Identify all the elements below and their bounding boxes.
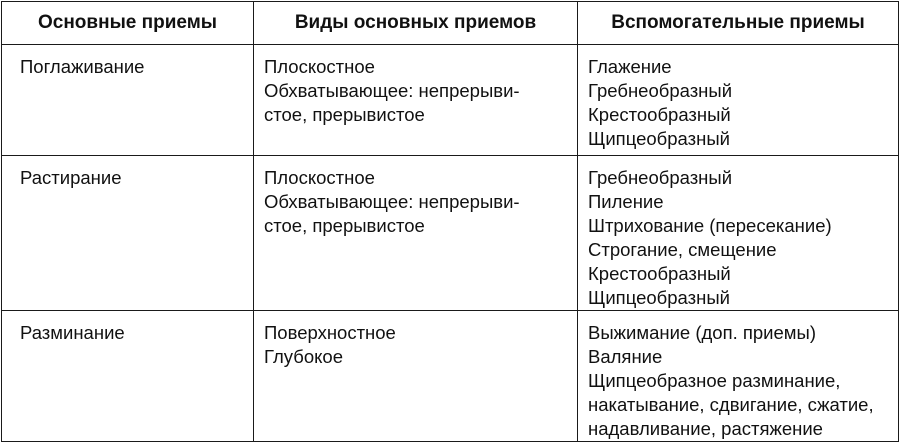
cell-text: Строгание, смещение: [588, 239, 777, 260]
cell-text: Разминание: [20, 322, 125, 343]
cell-main: [2, 45, 254, 156]
cell-text: Гребнеобразный: [588, 167, 733, 188]
cell-text: Растирание: [20, 167, 122, 188]
header-auxiliary-techniques: Вспомогательные приемы: [578, 2, 899, 45]
header-row: [2, 2, 899, 45]
header-technique-types: Виды основных приемов: [254, 2, 578, 45]
header-main-techniques: Основные приемы: [2, 2, 254, 45]
cell-types: [254, 311, 578, 442]
cell-text: Крестообразный: [588, 263, 731, 284]
cell-text: накатывание, сдвигание, сжатие,: [588, 394, 874, 415]
cell-text: Обхватывающее: непрерыви-: [264, 80, 520, 101]
cell-text: Плоскостное: [264, 167, 375, 188]
cell-types: [254, 156, 578, 311]
cell-text: стое, прерывистое: [264, 104, 425, 125]
table-row: [2, 156, 899, 311]
cell-text: Выжимание (доп. приемы): [588, 322, 816, 343]
cell-text: Плоскостное: [264, 56, 375, 77]
cell-text: Поверхностное: [264, 322, 396, 343]
cell-text: Щипцеобразный: [588, 287, 730, 308]
cell-text: Поглаживание: [20, 56, 145, 77]
cell-text: Щипцеобразный: [588, 128, 730, 149]
table-row: [2, 45, 899, 156]
cell-text: Валяние: [588, 346, 663, 367]
cell-text: Глубокое: [264, 346, 343, 367]
cell-text: надавливание, растяжение: [588, 418, 823, 439]
massage-techniques-table: [1, 1, 899, 442]
cell-text: Обхватывающее: непрерыви-: [264, 191, 520, 212]
cell-aux: [578, 45, 899, 156]
cell-text: Крестообразный: [588, 104, 731, 125]
cell-text: Глажение: [588, 56, 672, 77]
table-row: [2, 311, 899, 442]
cell-text: Пиление: [588, 191, 664, 212]
cell-aux: [578, 156, 899, 311]
cell-text: Штрихование (пересекание): [588, 215, 832, 236]
cell-text: Щипцеобразное разминание,: [588, 370, 841, 391]
cell-main: [2, 156, 254, 311]
cell-text: Гребнеобразный: [588, 80, 733, 101]
cell-types: [254, 45, 578, 156]
cell-main: [2, 311, 254, 442]
cell-text: стое, прерывистое: [264, 215, 425, 236]
cell-aux: [578, 311, 899, 442]
